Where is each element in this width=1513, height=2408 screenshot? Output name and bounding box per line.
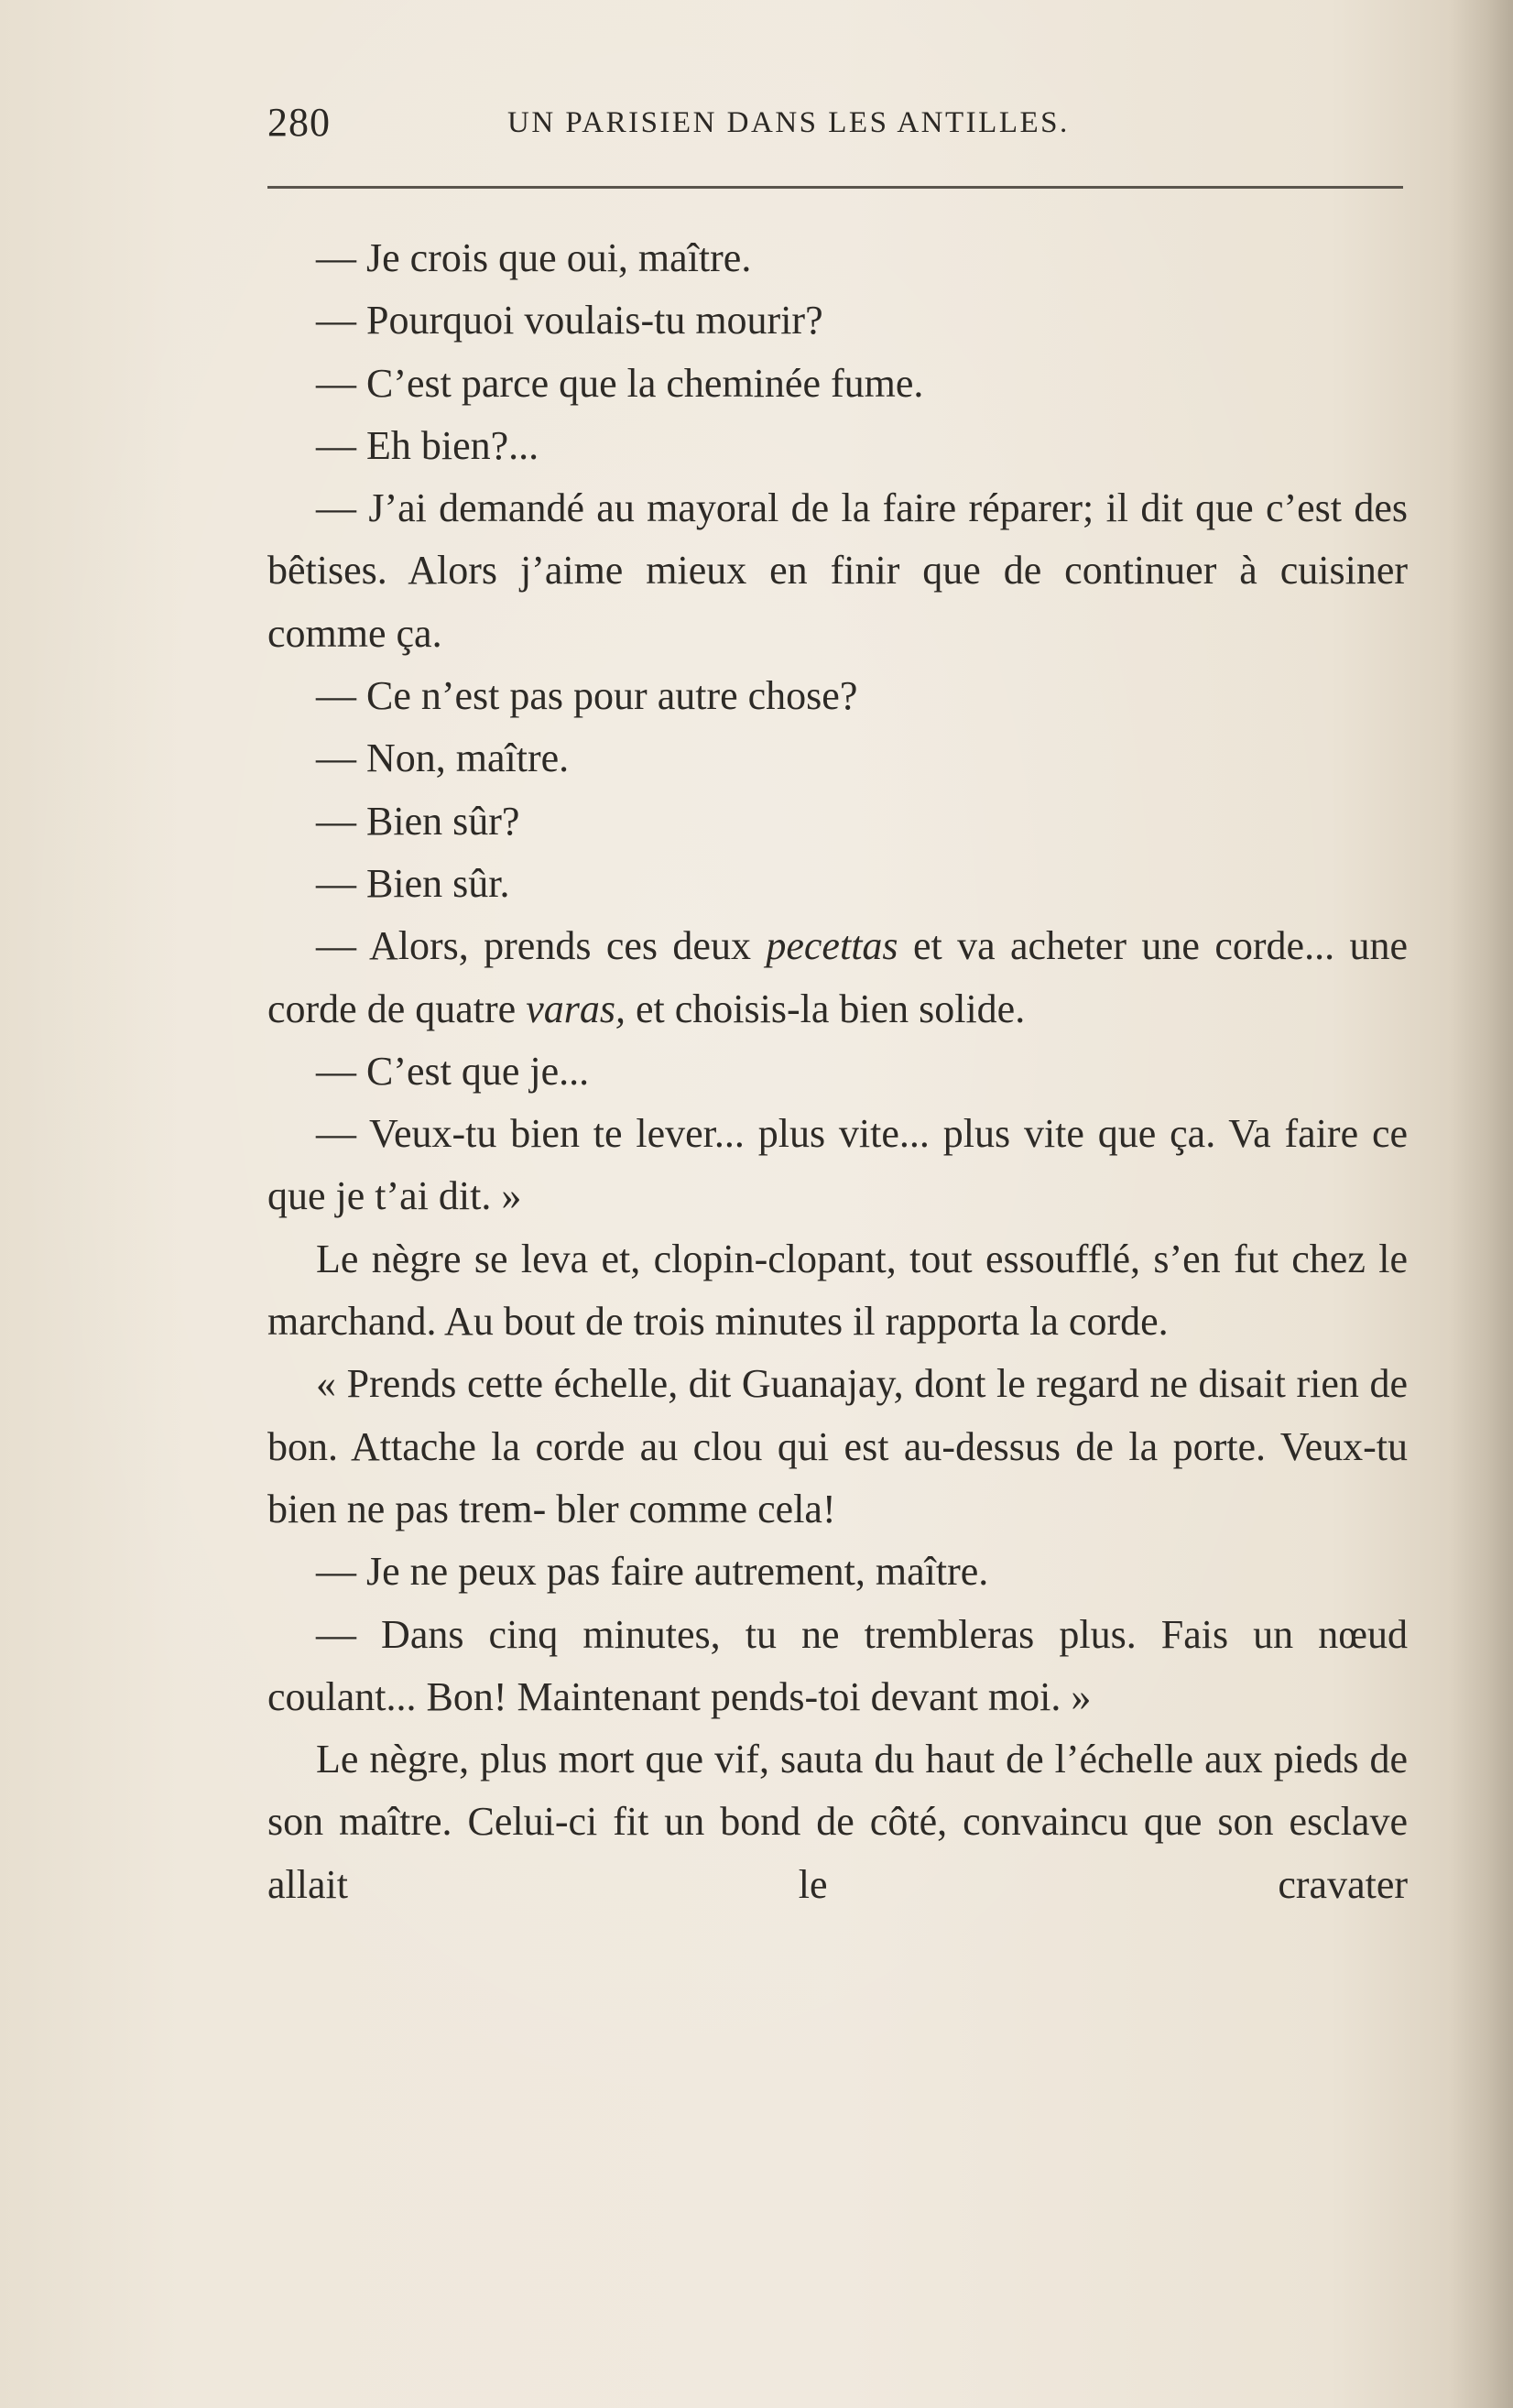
paragraph: — Non, maître. — [316, 735, 570, 781]
paragraph: — Bien sûr. — [316, 860, 510, 906]
paragraph: — Dans cinq minutes, tu ne trembleras plus. Fais un nœud coulant... Bon! Maintenant pends-toi devant moi. » — [267, 1611, 1408, 1719]
paragraph: — Pourquoi voulais-tu mourir? — [316, 298, 823, 343]
paragraph: Le nègre se leva et, clopin-clopant, tout essoufflé, s’en fut chez le marchand. Au bout de trois minutes il rapporta la corde. — [267, 1236, 1408, 1345]
running-header — [267, 99, 1403, 163]
paragraph: — J’ai demandé au mayoral de la faire réparer; il dit que c’est des bêtises. Alors j’aime mieux en finir que de continuer à cuisiner comme ça. — [267, 485, 1408, 656]
text-run: et choisis-la bien solide. — [625, 986, 1026, 1031]
paragraph: « Prends cette échelle, dit Guanajay, dont le regard ne disait rien de bon. Attache la corde au clou qui est au-dessus de la porte. Veux-tu bien ne pas trem- bler comme cela! — [267, 1361, 1408, 1531]
paragraph: — Je crois que oui, maître. — [316, 235, 752, 280]
paragraph: — Je ne peux pas faire autrement, maître. — [316, 1549, 989, 1595]
italic-word: varas, — [526, 986, 626, 1031]
body-text — [267, 227, 1408, 1916]
paragraph: Le nègre, plus mort que vif, sauta du haut de l’échelle aux pieds de son maître. Celui-ci fit un bond de côté, convaincu que son esclave allait le cravater — [267, 1737, 1408, 1907]
italic-word: pecettas — [766, 923, 898, 969]
paragraph: — C’est que je... — [316, 1048, 590, 1094]
text-run: et va acheter une corde... une corde de quatre — [267, 923, 1408, 1031]
paragraph — [267, 915, 1408, 1041]
paragraph: — Ce n’est pas pour autre chose? — [316, 673, 858, 719]
paragraph: — C’est parce que la cheminée fume. — [316, 360, 924, 406]
page-edge-shadow — [1449, 0, 1513, 2408]
paragraph: — Eh bien?... — [316, 422, 539, 468]
running-title: UN PARISIEN DANS LES ANTILLES. — [507, 106, 1070, 139]
text-run: — Alors, prends ces deux — [316, 923, 767, 969]
paragraph: — Bien sûr? — [316, 798, 520, 844]
paragraph: — Veux-tu bien te lever... plus vite... plus vite que ça. Va faire ce que je t’ai dit. » — [267, 1111, 1408, 1219]
header-rule — [267, 186, 1403, 189]
page-number: 280 — [267, 100, 331, 145]
